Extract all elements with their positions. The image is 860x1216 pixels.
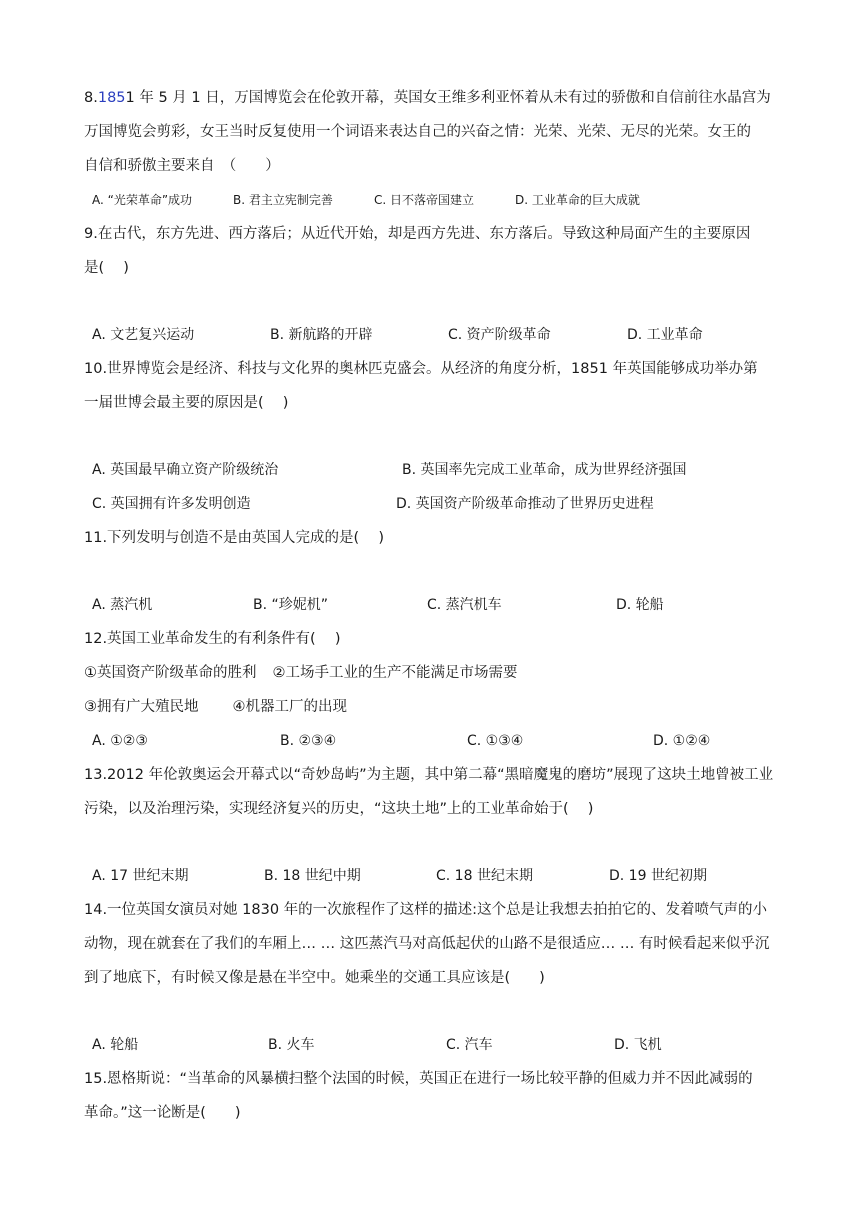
question-12-items-row-1	[84, 663, 518, 683]
question-10-line-2: 一届世博会最主要的原因是( )	[84, 395, 289, 411]
question-12-item-3: ③拥有广大殖民地	[84, 699, 199, 715]
question-11-option-a: A. 蒸汽机	[92, 597, 153, 613]
question-8-year-link: 185	[97, 90, 126, 106]
question-14-option-a: A. 轮船	[92, 1037, 139, 1053]
question-14-option-b: B. 火车	[268, 1037, 315, 1053]
question-8-option-c: C. 日不落帝国建立	[374, 193, 475, 207]
question-8-number: 8.	[84, 90, 98, 106]
question-10-option-b: B. 英国率先完成工业革命，成为世界经济强国	[402, 462, 687, 478]
question-15-line-2: 革命。”这一论断是( )	[84, 1105, 241, 1121]
question-9-line-2: 是( )	[84, 260, 129, 276]
question-13-option-c: C. 18 世纪末期	[436, 868, 533, 884]
question-13-option-b: B. 18 世纪中期	[264, 868, 361, 884]
question-9-option-d: D. 工业革命	[627, 327, 703, 343]
question-14-line-1: 14.一位英国女演员对她 1830 年的一次旅程作了这样的描述:这个总是让我想去拍拍它的、发着喷气声的小	[84, 902, 768, 918]
question-13-option-d: D. 19 世纪初期	[609, 868, 707, 884]
question-8-line-3: 自信和骄傲主要来自 （ ）	[84, 158, 280, 174]
question-12-option-d: D. ①②④	[653, 733, 711, 749]
question-10-option-d: D. 英国资产阶级革命推动了世界历史进程	[396, 496, 654, 512]
question-8-line-1	[84, 88, 771, 108]
question-14-line-3: 到了地底下，有时候又像是悬在半空中。她乘坐的交通工具应该是( )	[84, 970, 545, 986]
question-11-option-c: C. 蒸汽机车	[427, 597, 502, 613]
question-8-text-1: 1 年 5 月 1 日，万国博览会在伦敦开幕，英国女王维多利亚怀着从未有过的骄傲和自信前往水晶宫为	[125, 90, 771, 106]
question-9-line-1: 9.在古代，东方先进、西方落后；从近代开始，却是西方先进、东方落后。导致这种局面产生的主要原因	[84, 226, 751, 242]
question-12-option-a: A. ①②③	[92, 733, 148, 749]
question-15-line-1: 15.恩格斯说：“当革命的风暴横扫整个法国的时候，英国正在进行一场比较平静的但威力并不因此减弱的	[84, 1071, 753, 1087]
question-12-item-1: ①英国资产阶级革命的胜利	[84, 665, 257, 681]
question-8-option-d: D. 工业革命的巨大成就	[515, 193, 640, 207]
question-12-item-4: ④机器工厂的出现	[232, 699, 347, 715]
question-14-option-d: D. 飞机	[614, 1037, 662, 1053]
question-11-option-d: D. 轮船	[616, 597, 664, 613]
question-8-option-a: A. “光荣革命”成功	[92, 193, 193, 207]
question-8-line-2: 万国博览会剪彩，女王当时反复使用一个词语来表达自己的兴奋之情：光荣、光荣、无尽的光荣。女王的	[84, 124, 751, 140]
question-10-line-1: 10.世界博览会是经济、科技与文化界的奥林匹克盛会。从经济的角度分析，1851 年英国能够成功举办第	[84, 361, 758, 377]
question-9-option-a: A. 文艺复兴运动	[92, 327, 195, 343]
question-13-line-2: 污染，以及治理污染，实现经济复兴的历史，“这块土地”上的工业革命始于( )	[84, 801, 594, 817]
question-12-option-b: B. ②③④	[280, 733, 337, 749]
question-9-option-b: B. 新航路的开辟	[270, 327, 373, 343]
question-13-option-a: A. 17 世纪末期	[92, 868, 189, 884]
question-13-line-1: 13.2012 年伦敦奥运会开幕式以“奇妙岛屿”为主题，其中第二幕“黑暗魔鬼的磨坊”展现了这块土地曾被工业	[84, 767, 774, 783]
question-11-line-1: 11.下列发明与创造不是由英国人完成的是( )	[84, 530, 384, 546]
question-11-option-b: B. “珍妮机”	[253, 597, 329, 613]
question-9-option-c: C. 资产阶级革命	[448, 327, 551, 343]
question-8-option-b: B. 君主立宪制完善	[233, 193, 333, 207]
question-12-line-1: 12.英国工业革命发生的有利条件有( )	[84, 631, 341, 647]
question-12-items-row-2	[84, 697, 347, 717]
question-12-option-c: C. ①③④	[467, 733, 524, 749]
question-10-option-c: C. 英国拥有许多发明创造	[92, 496, 251, 512]
question-12-item-2: ②工场手工业的生产不能满足市场需要	[272, 665, 518, 681]
question-14-option-c: C. 汽车	[446, 1037, 493, 1053]
question-10-option-a: A. 英国最早确立资产阶级统治	[92, 462, 279, 478]
question-14-line-2: 动物，现在就套在了我们的车厢上… … 这匹蒸汽马对高低起伏的山路不是很适应… … 有时候看起来似乎沉	[84, 936, 770, 952]
